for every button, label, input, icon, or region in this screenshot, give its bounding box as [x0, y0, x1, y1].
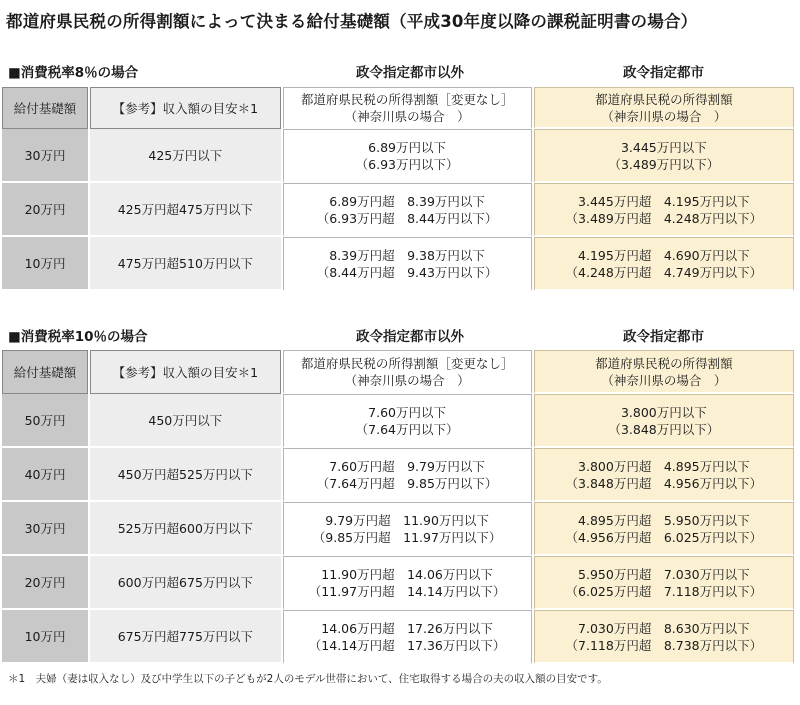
table-row: [2, 237, 794, 291]
cell-line: （4.248万円超 4.749万円以下）: [565, 264, 763, 280]
table-row: [2, 502, 794, 556]
cell-line: （6.93万円以下）: [355, 156, 459, 172]
header-non-designated: [283, 350, 532, 394]
benefit-table: [0, 350, 796, 664]
cell-line: 4.195万円超 4.690万円以下: [578, 247, 750, 263]
section-label: ■消費税率10％の場合: [8, 329, 148, 345]
column-title-designated: 政令指定都市: [623, 329, 704, 345]
cell-line: （6.93万円超 8.44万円以下）: [316, 210, 498, 226]
cell-reference-income: 450万円以下: [90, 394, 280, 448]
cell-reference-income: 525万円超600万円以下: [90, 502, 280, 556]
cell-line: （4.956万円超 6.025万円以下）: [565, 529, 763, 545]
header-base-amount: 給付基礎額: [2, 350, 88, 394]
header-line: 都道府県民税の所得割額: [595, 91, 733, 107]
cell-line: 6.89万円超 8.39万円以下: [329, 193, 485, 209]
header-line: （神奈川県の場合 ）: [601, 372, 727, 388]
cell-base-amount: 50万円: [2, 394, 88, 448]
column-title-non-designated: 政令指定都市以外: [356, 329, 464, 345]
cell-base-amount: 30万円: [2, 129, 88, 183]
cell-line: 4.895万円超 5.950万円以下: [578, 512, 750, 528]
cell-line: 11.90万円超 14.06万円以下: [321, 566, 493, 582]
cell-designated: [534, 394, 794, 448]
cell-reference-income: 425万円超475万円以下: [90, 183, 280, 237]
cell-reference-income: 675万円超775万円以下: [90, 610, 280, 664]
header-line: （神奈川県の場合 ）: [344, 108, 470, 124]
cell-line: （3.848万円超 4.956万円以下）: [565, 475, 763, 491]
table-row: [2, 610, 794, 664]
cell-designated: [534, 183, 794, 237]
cell-reference-income: 450万円超525万円以下: [90, 448, 280, 502]
cell-line: （3.489万円以下）: [608, 156, 720, 172]
cell-line: 9.79万円超 11.90万円以下: [325, 512, 489, 528]
header-line: （神奈川県の場合 ）: [344, 372, 470, 388]
cell-line: （8.44万円超 9.43万円以下）: [316, 264, 498, 280]
header-reference-income: 【参考】収入額の目安＊1: [90, 87, 280, 129]
cell-base-amount: 40万円: [2, 448, 88, 502]
cell-line: 3.800万円超 4.895万円以下: [578, 458, 750, 474]
cell-line: （3.489万円超 4.248万円以下）: [565, 210, 763, 226]
cell-line: 8.39万円超 9.38万円以下: [329, 247, 485, 263]
cell-reference-income: 600万円超675万円以下: [90, 556, 280, 610]
cell-line: （6.025万円超 7.118万円以下）: [565, 583, 763, 599]
header-line: 都道府県民税の所得割額: [595, 355, 733, 371]
cell-reference-income: 475万円超510万円以下: [90, 237, 280, 291]
cell-line: 14.06万円超 17.26万円以下: [321, 620, 493, 636]
cell-non-designated: [283, 183, 532, 237]
cell-non-designated: [283, 556, 532, 610]
cell-line: 3.800万円以下: [620, 404, 707, 420]
table-row: [2, 183, 794, 237]
footnote: ＊1 夫婦（妻は収入なし）及び中学生以下の子どもが2人のモデル世帯において、住宅取得する場合の夫の収入額の目安です。: [8, 673, 608, 685]
cell-line: 5.950万円超 7.030万円以下: [578, 566, 750, 582]
header-base-amount: 給付基礎額: [2, 87, 88, 129]
header-line: （神奈川県の場合 ）: [601, 108, 727, 124]
table-row: [2, 448, 794, 502]
cell-designated: [534, 502, 794, 556]
cell-line: （9.85万円超 11.97万円以下）: [312, 529, 502, 545]
cell-designated: [534, 610, 794, 664]
cell-line: 3.445万円超 4.195万円以下: [578, 193, 750, 209]
section-label: ■消費税率8％の場合: [8, 65, 139, 81]
cell-non-designated: [283, 237, 532, 291]
column-title-non-designated: 政令指定都市以外: [356, 65, 464, 81]
cell-non-designated: [283, 610, 532, 664]
cell-line: （3.848万円以下）: [608, 421, 720, 437]
cell-line: 3.445万円以下: [620, 139, 707, 155]
cell-line: 6.89万円以下: [368, 139, 447, 155]
cell-designated: [534, 448, 794, 502]
cell-base-amount: 30万円: [2, 502, 88, 556]
cell-line: 7.030万円超 8.630万円以下: [578, 620, 750, 636]
header-designated: [534, 350, 794, 394]
section-header: [0, 57, 800, 81]
cell-designated: [534, 237, 794, 291]
table-header-row: [2, 87, 794, 129]
header-line: 都道府県民税の所得割額［変更なし］: [300, 91, 514, 107]
header-reference-income: 【参考】収入額の目安＊1: [90, 350, 280, 394]
cell-line: （7.118万円超 8.738万円以下）: [565, 637, 763, 653]
header-line: 都道府県民税の所得割額［変更なし］: [300, 355, 514, 371]
table-row: [2, 394, 794, 448]
cell-designated: [534, 129, 794, 183]
section-10-percent: [0, 321, 800, 653]
cell-base-amount: 10万円: [2, 237, 88, 291]
table-row: [2, 129, 794, 183]
cell-base-amount: 10万円: [2, 610, 88, 664]
cell-non-designated: [283, 394, 532, 448]
page-title: 都道府県民税の所得割額によって決まる給付基礎額（平成30年度以降の課税証明書の場合）: [6, 12, 698, 31]
cell-non-designated: [283, 502, 532, 556]
header-non-designated: [283, 87, 532, 129]
cell-base-amount: 20万円: [2, 183, 88, 237]
cell-line: （7.64万円超 9.85万円以下）: [316, 475, 498, 491]
cell-non-designated: [283, 129, 532, 183]
cell-non-designated: [283, 448, 532, 502]
cell-designated: [534, 556, 794, 610]
column-title-designated: 政令指定都市: [623, 65, 704, 81]
cell-base-amount: 20万円: [2, 556, 88, 610]
header-designated: [534, 87, 794, 129]
cell-line: 7.60万円超 9.79万円以下: [329, 458, 485, 474]
table-header-row: [2, 350, 794, 394]
section-8-percent: [0, 57, 800, 280]
cell-line: （7.64万円以下）: [355, 421, 459, 437]
benefit-table: [0, 87, 796, 291]
cell-line: 7.60万円以下: [368, 404, 447, 420]
table-row: [2, 556, 794, 610]
cell-line: （11.97万円超 14.14万円以下）: [308, 583, 506, 599]
cell-reference-income: 425万円以下: [90, 129, 280, 183]
cell-line: （14.14万円超 17.36万円以下）: [308, 637, 506, 653]
section-header: [0, 321, 800, 345]
